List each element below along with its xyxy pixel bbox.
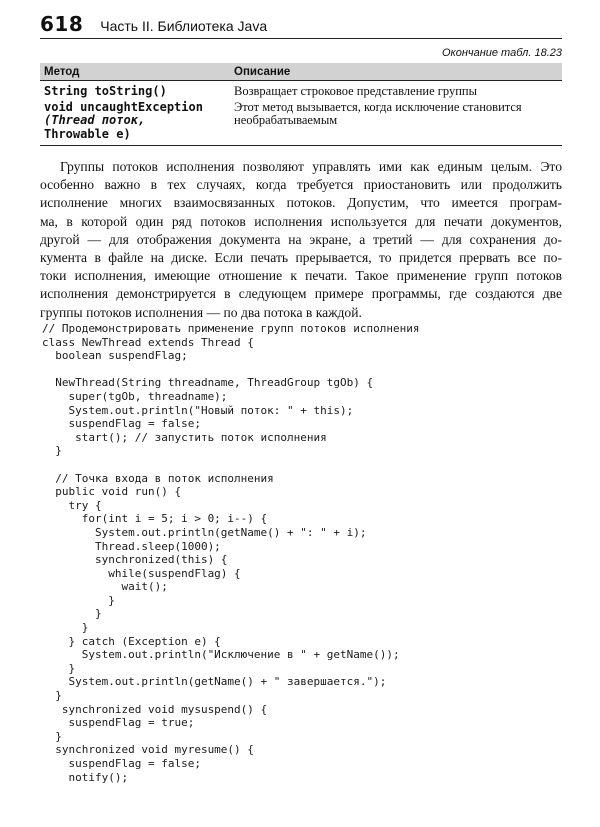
code-line: synchronized void mysuspend() { bbox=[42, 702, 268, 716]
code-line: System.out.println("Исключение в " + getName()); bbox=[42, 648, 400, 662]
code-line: start(); // запустить поток исполнения bbox=[42, 430, 327, 444]
code-line: } bbox=[42, 729, 62, 743]
method-line: void uncaughtException bbox=[44, 99, 203, 114]
code-line: try { bbox=[42, 498, 102, 512]
code-line bbox=[42, 458, 420, 472]
code-line: while(suspendFlag) { bbox=[42, 566, 241, 580]
paragraph-line: Группы потоков исполнения позволяют управлять ими как единым целым. Это bbox=[60, 159, 562, 174]
method-line: String toString() bbox=[44, 84, 167, 98]
code-line bbox=[42, 363, 420, 377]
method-signature bbox=[40, 101, 230, 142]
code-line: for(int i = 5; i > 0; i--) { bbox=[42, 512, 268, 526]
code-line: System.out.println(getName() + ": " + i); bbox=[42, 525, 367, 539]
code-line: } bbox=[42, 689, 62, 703]
code-line: synchronized(this) { bbox=[42, 553, 228, 567]
paragraph-line: исполнение многих взаимосвязанных потоков. Допустим, что имеется програм- bbox=[40, 195, 562, 211]
paragraph-line: другой — для отображения документа на экране, а третий — для сохранения до- bbox=[40, 231, 562, 247]
code-line: } bbox=[42, 661, 76, 675]
paragraph-line: группы потоков исполнения — по два потока в каждой. bbox=[40, 304, 362, 320]
paragraph-line: исполнения демонстрируется в следующем примере программы, где создаются две bbox=[40, 286, 562, 302]
column-header-description: Описание bbox=[234, 65, 291, 78]
column-header-method: Метод bbox=[44, 65, 80, 78]
running-title: Часть II. Библиотека Java bbox=[100, 18, 268, 34]
methods-table bbox=[40, 63, 562, 146]
description-line: Этот метод вызывается, когда исключение становится bbox=[234, 99, 522, 114]
code-line: class NewThread extends Thread { bbox=[42, 335, 254, 349]
code-line: // Точка входа в поток исполнения bbox=[42, 471, 274, 485]
code-line: } bbox=[42, 607, 102, 621]
table-caption: Окончание табл. 18.23 bbox=[441, 47, 562, 59]
paragraph-line: ма, в которой один ряд потоков исполнения используется для печати документов, bbox=[40, 213, 562, 229]
header-rule bbox=[40, 38, 562, 39]
code-line: wait(); bbox=[42, 580, 168, 594]
method-description: Возвращает строковое представление группы bbox=[234, 84, 477, 98]
table-header-row bbox=[40, 63, 562, 81]
code-line: suspendFlag = false; bbox=[42, 417, 201, 431]
code-line: } bbox=[42, 593, 115, 607]
code-line: Thread.sleep(1000); bbox=[42, 539, 221, 553]
code-line: suspendFlag = false; bbox=[42, 757, 201, 770]
code-line: synchronized void myresume() { bbox=[42, 743, 254, 757]
code-line: System.out.println(getName() + " завершается."); bbox=[42, 675, 387, 689]
code-line: boolean suspendFlag; bbox=[42, 349, 188, 363]
body-paragraph bbox=[40, 158, 562, 322]
page-number: 618 bbox=[40, 12, 84, 36]
paragraph-line: особенно важно в тех случаях, когда требуется приостановить или продолжить bbox=[40, 177, 562, 193]
description-line: необрабатываемым bbox=[234, 113, 338, 127]
table-bottom-rule bbox=[40, 145, 562, 146]
code-line: notify(); bbox=[42, 770, 129, 784]
table-row bbox=[40, 81, 562, 99]
code-line: suspendFlag = true; bbox=[42, 716, 195, 730]
method-signature bbox=[40, 85, 230, 99]
method-line: Throwable e) bbox=[44, 126, 131, 141]
code-line: } bbox=[42, 444, 62, 458]
code-line: System.out.println("Новый поток: " + this); bbox=[42, 403, 354, 417]
code-line: NewThread(String threadname, ThreadGroup tgOb) { bbox=[42, 376, 374, 390]
page-header bbox=[40, 12, 267, 38]
code-line: } catch (Exception e) { bbox=[42, 634, 221, 648]
code-line: } bbox=[42, 621, 89, 635]
table-row bbox=[40, 99, 562, 142]
code-line: // Продемонстрировать применение групп потоков исполнения bbox=[42, 322, 420, 335]
paragraph-line: токи исполнения, имеющие отношение к печати. Такое применение групп потоков bbox=[40, 268, 562, 284]
method-description bbox=[230, 101, 562, 142]
paragraph-line: кумента в файле на диске. Если печать прерывается, то придется прервать все по- bbox=[40, 250, 562, 266]
method-line: (Thread поток, bbox=[44, 113, 146, 127]
code-listing bbox=[42, 322, 420, 784]
code-line: super(tgOb, threadname); bbox=[42, 389, 228, 403]
code-line: public void run() { bbox=[42, 485, 182, 499]
